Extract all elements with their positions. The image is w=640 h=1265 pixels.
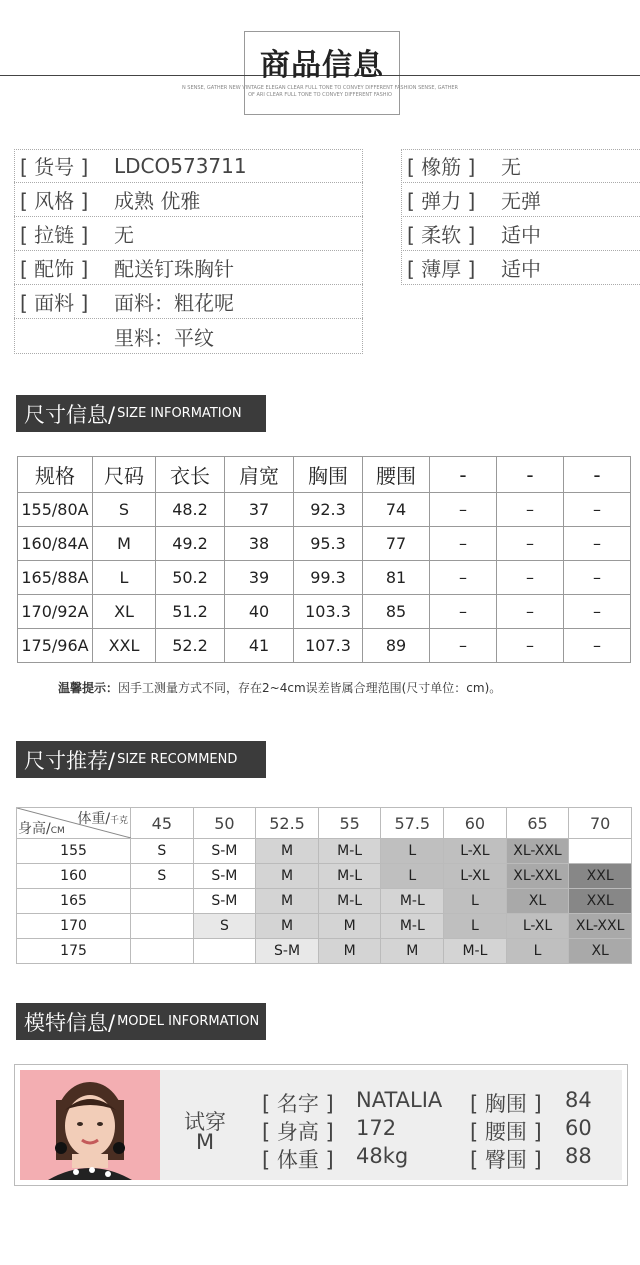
model-waist-key: [ 腰围 ] [470,1120,542,1144]
attr-key: [ 弹力 ] [407,189,476,213]
attr-key: [ 面料 ] [20,291,89,315]
table-cell: 95.3 [294,527,363,561]
attr-value: 里料：平纹 [114,326,214,350]
table-cell: 92.3 [294,493,363,527]
table-cell: – [564,561,631,595]
table-cell: S [131,864,194,889]
table-cell: 170/92A [18,595,93,629]
table-cell: L [93,561,156,595]
table-cell: L [506,939,569,964]
weight-header: 45 [131,808,194,839]
table-cell: 38 [225,527,294,561]
table-cell: M-L [381,914,444,939]
table-cell: L [381,864,444,889]
banner-title-en: SIZE RECOMMEND [117,752,238,767]
col-header: 尺码 [93,457,156,493]
col-header: 胸围 [294,457,363,493]
table-cell: 81 [363,561,430,595]
table-cell: XXL [93,629,156,663]
table-cell: 155/80A [18,493,93,527]
table-cell: – [497,561,564,595]
table-cell: – [430,561,497,595]
table-cell: – [497,527,564,561]
table-cell: M-L [318,839,381,864]
table-cell: 107.3 [294,629,363,663]
attr-key: [ 薄厚 ] [407,257,476,281]
table-cell: – [497,493,564,527]
attr-key: [ 配饰 ] [20,257,89,281]
model-portrait-icon [20,1070,160,1180]
col-header: 规格 [18,457,93,493]
table-cell: 99.3 [294,561,363,595]
model-hip-key: [ 臀围 ] [470,1148,542,1172]
measurement-note [58,679,501,696]
attr-row-sku [14,149,363,183]
table-cell: S-M [193,864,256,889]
table-row [18,561,631,595]
banner-title-en: MODEL INFORMATION [117,1014,260,1029]
table-cell: 165/88A [18,561,93,595]
attr-key: [ 风格 ] [20,189,89,213]
corner-weight-label [77,808,128,828]
table-cell: M [256,864,319,889]
table-header-row [18,457,631,493]
col-header: 肩宽 [225,457,294,493]
table-cell: M [256,914,319,939]
table-cell: 37 [225,493,294,527]
table-cell: M-L [381,889,444,914]
height-cell: 155 [17,839,131,864]
table-row [18,629,631,663]
weight-header: 52.5 [256,808,319,839]
size-table [17,456,631,663]
col-header: 腰围 [363,457,430,493]
table-cell: XL-XXL [569,914,632,939]
attr-value: 适中 [501,257,541,281]
table-cell: 175/96A [18,629,93,663]
table-cell: XL [506,889,569,914]
table-cell: S [93,493,156,527]
height-cell: 175 [17,939,131,964]
table-cell: 52.2 [156,629,225,663]
table-cell: S-M [193,839,256,864]
attr-value: 配送钉珠胸针 [114,257,234,281]
corner-height-label [18,818,65,838]
model-name-value: NATALIA [356,1088,443,1112]
table-cell: XL-XXL [506,839,569,864]
attr-key: [ 拉链 ] [20,223,89,247]
model-info-banner [16,1003,266,1040]
corner-weight-text: 体重/ [77,811,111,827]
model-name-key: [ 名字 ] [262,1092,334,1116]
col-header: - [497,457,564,493]
table-cell: M-L [444,939,507,964]
weight-header: 57.5 [381,808,444,839]
table-cell: M [93,527,156,561]
attr-value: LDCO573711 [114,153,247,178]
weight-header: 70 [569,808,632,839]
header-subtitle-2: OF ARI CLEAR FULL TONE TO CONVEY DIFFERENT FASHIO [248,92,392,98]
table-cell: S [131,839,194,864]
table-cell: – [564,629,631,663]
table-cell: XXL [569,889,632,914]
table-cell: M [256,839,319,864]
note-text: 因手工测量方式不同，存在2~4cm误差皆属合理范围(尺寸单位：cm)。 [118,681,502,695]
attr-value: 面料：粗花呢 [114,291,234,315]
model-weight-value: 48kg [356,1144,409,1168]
model-bust-key: [ 胸围 ] [470,1092,542,1116]
attr-row-softness [401,217,640,251]
table-cell [131,889,194,914]
attr-row-fabric [14,285,363,319]
try-on-size: M [196,1130,215,1154]
table-cell: L-XL [444,864,507,889]
attr-value: 无 [501,155,521,179]
table-cell: XXL [569,864,632,889]
table-cell: S [193,914,256,939]
table-cell: XL-XXL [506,864,569,889]
corner-height-unit: CM [50,826,65,836]
col-header: - [430,457,497,493]
table-cell: – [430,527,497,561]
try-on-label: 试穿 [184,1110,226,1134]
note-label: 温馨提示： [58,681,119,695]
table-row [18,493,631,527]
size-info-banner [16,395,266,432]
model-bust-value: 84 [565,1088,592,1112]
table-cell: L [444,889,507,914]
attr-row-zipper [14,217,363,251]
attr-row-style [14,183,363,217]
table-cell: 48.2 [156,493,225,527]
table-cell: S-M [193,889,256,914]
size-recommend-table [16,807,632,964]
table-cell: 89 [363,629,430,663]
table-cell: 77 [363,527,430,561]
height-cell: 165 [17,889,131,914]
attr-row-thickness [401,251,640,285]
table-cell: 41 [225,629,294,663]
table-cell: – [564,527,631,561]
attr-key: [ 橡筋 ] [407,155,476,179]
table-cell: – [497,629,564,663]
table-row [17,839,632,864]
table-cell: L [444,914,507,939]
banner-title-en: SIZE INFORMATION [117,406,242,421]
table-cell: 40 [225,595,294,629]
size-recommend-banner [16,741,266,778]
table-cell: 103.3 [294,595,363,629]
attr-row-accessory [14,251,363,285]
attr-value: 成熟 优雅 [114,189,201,213]
height-cell: 170 [17,914,131,939]
table-row [17,864,632,889]
table-cell: 85 [363,595,430,629]
weight-header: 50 [193,808,256,839]
table-cell: – [564,595,631,629]
model-photo [20,1070,160,1180]
attr-value: 适中 [501,223,541,247]
table-cell: 51.2 [156,595,225,629]
model-weight-key: [ 体重 ] [262,1148,334,1172]
model-hip-value: 88 [565,1144,592,1168]
col-header: 衣长 [156,457,225,493]
table-cell: S-M [256,939,319,964]
table-cell: – [430,493,497,527]
model-waist-value: 60 [565,1116,592,1140]
model-height-value: 172 [356,1116,397,1140]
table-row [17,889,632,914]
attr-value: 无 [114,223,134,247]
header-subtitle-1: N SENSE, GATHER NEW VINTAGE ELEGAN CLEAR FULL TONE TO CONVEY DIFFERENT FASHION SENSE, GATHER [181,85,459,91]
attr-row-elastic-band [401,149,640,183]
table-cell: 74 [363,493,430,527]
table-cell: 50.2 [156,561,225,595]
weight-header: 55 [318,808,381,839]
attr-key: [ 柔软 ] [407,223,476,247]
table-cell: M [318,939,381,964]
height-cell: 160 [17,864,131,889]
table-cell [569,839,632,864]
table-cell: 160/84A [18,527,93,561]
table-cell: M [381,939,444,964]
corner-weight-unit: 千克 [110,816,129,826]
table-cell: 49.2 [156,527,225,561]
table-cell: M [256,889,319,914]
table-row [18,595,631,629]
banner-title-cn: 尺寸信息/ [24,402,116,427]
table-cell [193,939,256,964]
table-row [17,939,632,964]
table-cell: M-L [318,889,381,914]
banner-title-cn: 模特信息/ [24,1010,116,1035]
table-cell: 39 [225,561,294,595]
weight-header: 65 [506,808,569,839]
table-cell: – [564,493,631,527]
table-cell: – [497,595,564,629]
attr-key: [ 货号 ] [20,155,89,179]
table-cell: M [318,914,381,939]
corner-height-text: 身高/ [18,821,51,837]
page-title: 商品信息 [260,48,384,83]
table-cell: L-XL [444,839,507,864]
corner-cell [17,808,131,839]
table-cell: – [430,629,497,663]
table-header-row [17,808,632,839]
table-cell: L [381,839,444,864]
table-cell: – [430,595,497,629]
table-cell: XL [93,595,156,629]
table-cell: M-L [318,864,381,889]
attr-value: 无弹 [501,189,541,213]
attr-row-lining [14,319,363,354]
table-cell [131,939,194,964]
table-cell: XL [569,939,632,964]
table-row [17,914,632,939]
banner-title-cn: 尺寸推荐/ [24,748,116,773]
model-height-key: [ 身高 ] [262,1120,334,1144]
col-header: - [564,457,631,493]
table-cell [131,914,194,939]
table-cell: L-XL [506,914,569,939]
attr-row-stretch [401,183,640,217]
table-row [18,527,631,561]
weight-header: 60 [444,808,507,839]
